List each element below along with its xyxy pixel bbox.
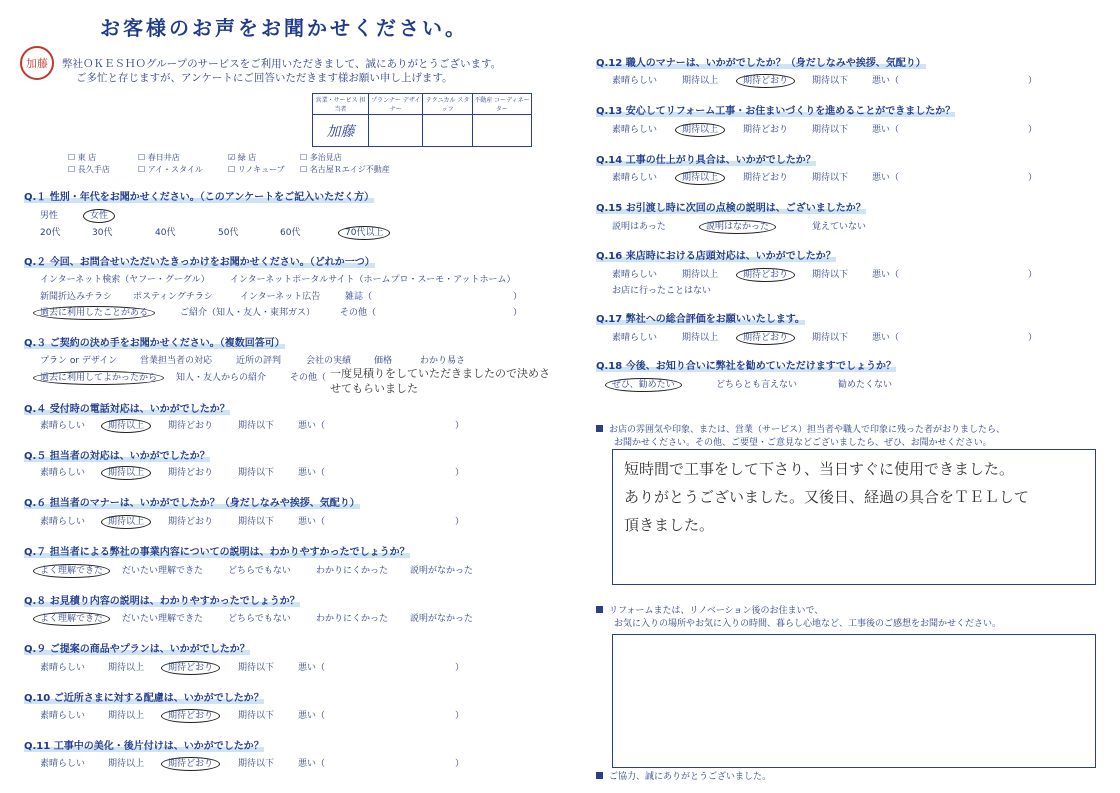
comment-line: 頂きました。 <box>624 516 715 534</box>
option-selected[interactable] <box>108 465 144 478</box>
greeting-line-2: ご多忙と存じますが、アンケートにご回答いただきます様お願い申し上げます。 <box>76 72 453 84</box>
staff-value: 加藤 <box>313 115 369 147</box>
option-label: 期待以上 <box>675 171 725 185</box>
option-selected[interactable] <box>743 73 788 86</box>
option[interactable]: 男性 <box>40 211 59 221</box>
option[interactable]: 20代 <box>40 228 61 238</box>
option[interactable]: 期待以下 <box>238 468 275 478</box>
option-label: 期待以上 <box>101 419 151 433</box>
impression-line-1: お店の雰囲気や印象、または、営業（サービス）担当者や職人で印象に残った者がおりましたら、 <box>609 425 1006 435</box>
option[interactable]: 期待以下 <box>812 125 849 135</box>
option[interactable]: 60代 <box>280 228 301 238</box>
question-title <box>596 54 926 69</box>
option[interactable]: 悪い（ <box>872 270 900 280</box>
question-title <box>596 310 805 325</box>
option[interactable]: 期待以上 <box>108 663 145 673</box>
question-text: Q.５ 担当者の対応は、いかがでしたか？ <box>24 451 210 462</box>
question-title <box>24 640 250 655</box>
question-title <box>24 447 210 462</box>
question-title <box>24 494 360 509</box>
option-label: 説明はなかった <box>699 220 776 234</box>
option[interactable]: ポスティングチラシ <box>133 292 213 302</box>
option[interactable]: 悪い（ <box>298 421 326 431</box>
option[interactable]: 期待以下 <box>238 421 275 431</box>
option: ） <box>1028 173 1038 183</box>
question-text: Q.16 来店時における店頭対応は、いかがでしたか？ <box>596 251 836 262</box>
option: ） <box>1028 125 1038 135</box>
store-checkbox[interactable]: ☐ アイ・スタイル <box>138 165 203 174</box>
option[interactable]: わかりにくかった <box>316 566 389 576</box>
question-title <box>24 689 264 704</box>
option[interactable]: 悪い（ <box>298 759 326 769</box>
option[interactable]: プラン or デザイン <box>40 356 118 366</box>
option-selected[interactable] <box>706 219 769 232</box>
option: ） <box>1028 270 1038 280</box>
option[interactable]: 素晴らしい <box>40 663 86 673</box>
option[interactable]: 期待以下 <box>238 711 275 721</box>
option-label: 期待どおり <box>736 331 795 345</box>
staff-header: 不動産 コーディネーター <box>472 94 531 115</box>
staff-value <box>423 115 472 147</box>
option-selected[interactable] <box>168 756 213 769</box>
option[interactable]: 期待以下 <box>238 517 275 527</box>
question-text: Q.10 ご近所さまに対する配慮は、いかがでしたか？ <box>24 693 264 704</box>
option-selected[interactable] <box>682 122 718 135</box>
option-selected[interactable] <box>168 708 213 721</box>
option[interactable]: 期待どおり <box>743 173 789 183</box>
question-title <box>596 357 896 372</box>
option-selected[interactable] <box>612 377 675 390</box>
question-text: Q.４ 受付時の電話対応は、いかがでしたか？ <box>24 404 230 415</box>
impression-line-2: お聞かせください。その他、ご要望・ご意見などございましたら、ぜひ、お聞かせください。 <box>614 438 992 448</box>
option-selected[interactable] <box>40 611 103 624</box>
option-label: よく理解できた <box>33 564 110 578</box>
handwritten-note: 一度見積りをしていただきましたので決めさせてもらいました <box>330 367 550 395</box>
option-label: 期待以上 <box>675 123 725 137</box>
option[interactable]: 期待以下 <box>812 173 849 183</box>
option-label: 過去に利用してよかったから <box>33 371 164 385</box>
option[interactable]: 素晴らしい <box>40 517 86 527</box>
option[interactable]: わかりにくかった <box>316 614 389 624</box>
seal-stamp: 加藤 <box>20 46 54 80</box>
greeting-line-1: 弊社ＯＫＥＳＨＯグループのサービスをご利用いただきまして、誠にありがとうございます。 <box>62 58 502 70</box>
impression-instructions <box>596 424 1005 450</box>
option[interactable]: 期待以下 <box>812 76 849 86</box>
option[interactable]: 素晴らしい <box>612 125 658 135</box>
store-checkbox[interactable]: ☐ 長久手店 <box>68 165 110 174</box>
option: ） <box>455 468 465 478</box>
reform-comment-box[interactable] <box>612 634 1096 768</box>
option[interactable]: インターネット検索（ヤフー・グーグル） <box>40 275 210 285</box>
option[interactable]: 覚えていない <box>812 222 867 232</box>
reform-line-2: お気に入りの場所やお気に入りの時間、暮らし心地など、工事後のご感想をお聞かせください。 <box>614 619 1002 629</box>
question-text: Q.11 工事中の美化・後片付けは、いかがでしたか？ <box>24 741 264 752</box>
option-selected[interactable] <box>743 330 788 343</box>
store-checkbox[interactable]: ☐ 名古屋Ｒエイジ不動産 <box>300 165 390 174</box>
option[interactable]: 知人・友人からの紹介 <box>176 373 267 383</box>
question-text: Q.６ 担当者のマナーは、いかがでしたか？（身だしなみや挨拶、気配り） <box>24 498 360 509</box>
option-label: 70代以上 <box>338 226 390 240</box>
question-title <box>596 151 816 166</box>
question-title <box>596 247 836 262</box>
option: ） <box>513 292 523 302</box>
store-checkbox[interactable]: ☐ リノキューブ <box>228 165 285 174</box>
option-selected[interactable] <box>345 225 383 238</box>
reform-line-1: リフォームまたは、リノベーション後のお住まいで、 <box>609 606 824 616</box>
option: ） <box>1028 76 1038 86</box>
staff-table <box>312 93 532 147</box>
option[interactable]: ご紹介（知人・友人・東邦ガス） <box>180 308 316 318</box>
question-title <box>24 592 300 607</box>
option[interactable]: 説明がなかった <box>410 566 474 576</box>
question-text: Q.14 工事の仕上がり具合は、いかがでしたか？ <box>596 155 816 166</box>
option[interactable]: 悪い（ <box>298 517 326 527</box>
question-title <box>24 188 374 203</box>
comment-line: ありがとうございました。又後日、経過の具合をＴＥＬして <box>624 488 1030 506</box>
option[interactable]: 素晴らしい <box>612 270 658 280</box>
question-title <box>596 199 866 214</box>
option[interactable]: だいたい理解できた <box>122 566 204 576</box>
question-title <box>24 253 375 268</box>
question-title <box>24 334 285 349</box>
option[interactable]: 営業担当者の対応 <box>140 356 213 366</box>
option[interactable]: どちらとも言えない <box>716 380 798 390</box>
option[interactable]: 悪い（ <box>298 711 326 721</box>
option: ） <box>1028 333 1038 343</box>
option[interactable]: 期待以上 <box>108 711 145 721</box>
bullet-icon <box>596 772 603 779</box>
bullet-icon <box>596 606 603 613</box>
option[interactable]: 期待以上 <box>682 76 719 86</box>
option[interactable]: だいたい理解できた <box>122 614 204 624</box>
option[interactable]: どちらでもない <box>228 614 291 624</box>
option-label: 期待どおり <box>736 268 795 282</box>
option-selected[interactable] <box>40 563 103 576</box>
option-selected[interactable] <box>40 370 157 383</box>
option-selected[interactable] <box>168 660 213 673</box>
question-text: Q.12 職人のマナーは、いかがでしたか？（身だしなみや挨拶、気配り） <box>596 58 926 69</box>
option: ） <box>455 759 465 769</box>
question-text: Q.９ ご提案の商品やプランは、いかがでしたか？ <box>24 644 250 655</box>
option[interactable]: 悪い（ <box>872 333 900 343</box>
option-label: 期待どおり <box>161 661 220 675</box>
option[interactable]: 説明はあった <box>612 222 666 232</box>
thanks-text: ご協力、誠にありがとうございました。 <box>609 772 772 782</box>
option-selected[interactable] <box>743 267 788 280</box>
option[interactable]: その他（ <box>340 308 377 318</box>
option[interactable]: 新聞折込みチラシ <box>40 292 113 302</box>
option[interactable]: 価格 <box>374 356 393 366</box>
option[interactable]: わかり易さ <box>420 356 466 366</box>
option[interactable]: お店に行ったことはない <box>612 286 712 296</box>
option[interactable]: 素晴らしい <box>612 333 658 343</box>
question-text: Q.８ お見積り内容の説明は、わかりやすかったでしょうか？ <box>24 596 300 607</box>
option[interactable]: 会社の実績 <box>306 356 352 366</box>
store-checkbox[interactable]: ☐ 多治見店 <box>300 153 342 162</box>
thanks-footer <box>596 771 771 784</box>
option[interactable]: 悪い（ <box>872 125 900 135</box>
option-label: 期待以上 <box>101 466 151 480</box>
question-text: Q.２ 今回、お問合せいただいたきっかけをお聞かせください。（どれか一つ） <box>24 257 375 268</box>
option[interactable]: 期待どおり <box>168 468 214 478</box>
question-title <box>596 102 955 117</box>
option-label: 過去に利用したことがある <box>33 306 155 320</box>
option-selected[interactable] <box>108 514 144 527</box>
option[interactable]: 素晴らしい <box>40 759 86 769</box>
question-text: Q.13 安心してリフォーム工事・お住まいづくりを進めることができましたか？ <box>596 106 956 117</box>
option[interactable]: 期待どおり <box>743 125 789 135</box>
option-selected[interactable] <box>682 170 718 183</box>
option-label: 期待どおり <box>161 709 220 723</box>
option-label: よく理解できた <box>33 612 110 626</box>
question-text: Q.３ ご契約の決め手をお聞かせください。（複数回答可） <box>24 338 285 349</box>
option[interactable]: 期待以上 <box>682 333 719 343</box>
option[interactable]: 期待以下 <box>238 759 275 769</box>
option[interactable]: 勧めたくない <box>838 380 893 390</box>
option[interactable]: 素晴らしい <box>612 173 658 183</box>
option-label: 期待どおり <box>736 74 795 88</box>
option[interactable]: 期待以下 <box>812 270 849 280</box>
question-title <box>24 543 410 558</box>
option: ） <box>455 711 465 721</box>
option[interactable]: 期待以下 <box>812 333 849 343</box>
question-title <box>24 400 230 415</box>
staff-header: プランナー デザイナー <box>369 94 423 115</box>
option[interactable]: 説明がなかった <box>410 614 474 624</box>
question-text: Q.７ 担当者による弊社の事業内容についての説明は、わかりやすかったでしょうか？ <box>24 547 410 558</box>
reform-instructions <box>596 605 1001 631</box>
staff-header: 営業・サービス 担当者 <box>313 94 369 115</box>
option[interactable]: 30代 <box>92 228 113 238</box>
page-title: お客様のお声をお聞かせください。 <box>100 16 468 40</box>
option[interactable]: 期待以上 <box>682 270 719 280</box>
option[interactable]: インターネット広告 <box>240 292 321 302</box>
option[interactable]: 素晴らしい <box>40 421 86 431</box>
option-label: 期待どおり <box>161 757 220 771</box>
option-label: 女性 <box>83 209 115 223</box>
question-text: Q.１ 性別・年代をお聞かせください。（このアンケートをご記入いただく方） <box>24 192 375 203</box>
option: ） <box>455 663 465 673</box>
option[interactable]: 悪い（ <box>298 468 326 478</box>
option[interactable]: 素晴らしい <box>612 76 658 86</box>
option: ） <box>455 517 465 527</box>
staff-header: テクニカル スタッフ <box>423 94 472 115</box>
option-selected[interactable] <box>40 305 148 318</box>
store-checkbox[interactable]: ☐ 東 店 <box>68 153 97 162</box>
option: ） <box>513 308 523 318</box>
bullet-icon <box>596 425 603 432</box>
option[interactable]: 近所の評判 <box>236 356 282 366</box>
option-label: 期待以上 <box>101 515 151 529</box>
question-title <box>24 737 264 752</box>
option[interactable]: 40代 <box>155 228 176 238</box>
question-text: Q.17 弊社への総合評価をお願いいたします。 <box>596 314 805 325</box>
option[interactable]: 悪い（ <box>298 663 326 673</box>
option[interactable]: 50代 <box>218 228 239 238</box>
comment-line: 短時間で工事をして下さり、当日すぐに使用できました。 <box>624 460 1015 478</box>
option[interactable]: 期待以下 <box>238 663 275 673</box>
option[interactable]: 素晴らしい <box>40 711 86 721</box>
staff-value <box>472 115 531 147</box>
staff-value <box>369 115 423 147</box>
question-text: Q.15 お引渡し時に次回の点検の説明は、ございましたか？ <box>596 203 866 214</box>
option: ） <box>455 421 465 431</box>
option-selected[interactable] <box>108 418 144 431</box>
option[interactable]: インターネットポータルサイト（ホームプロ・スーモ・アットホーム） <box>230 275 516 285</box>
option[interactable]: 期待どおり <box>168 421 214 431</box>
question-text: Q.18 今後、お知り合いに弊社を勧めていただけますでしょうか？ <box>596 361 896 372</box>
store-checkbox[interactable]: ☐ 春日井店 <box>138 153 180 162</box>
option[interactable]: 悪い（ <box>872 76 900 86</box>
option[interactable]: 期待以上 <box>108 759 145 769</box>
option[interactable]: どちらでもない <box>228 566 291 576</box>
option-label: ぜひ、勧めたい <box>605 378 682 392</box>
option[interactable]: その他（ <box>290 373 327 383</box>
option[interactable]: 悪い（ <box>872 173 900 183</box>
option[interactable]: 期待どおり <box>168 517 214 527</box>
option[interactable]: 雑誌（ <box>345 292 373 302</box>
option-selected[interactable] <box>90 208 108 221</box>
store-checkbox[interactable]: ☑ 緑 店 <box>228 153 257 162</box>
option[interactable]: 素晴らしい <box>40 468 86 478</box>
